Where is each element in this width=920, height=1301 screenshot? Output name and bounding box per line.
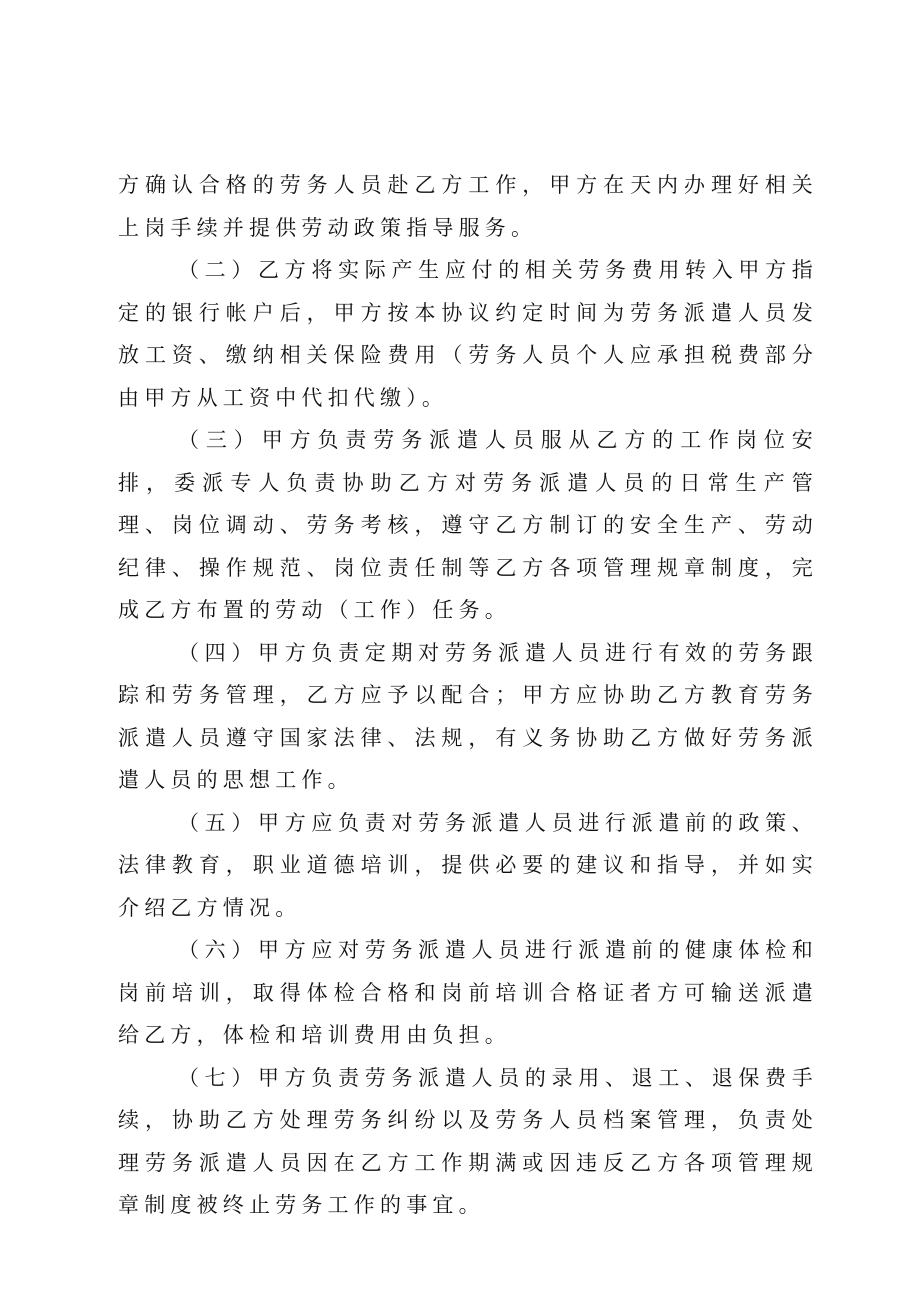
paragraph-continuation: 方确认合格的劳务人员赴乙方工作，甲方在天内办理好相关上岗手续并提供劳动政策指导服务。 — [118, 173, 818, 240]
paragraph-item-4: （四）甲方负责定期对劳务派遣人员进行有效的劳务跟踪和劳务管理，乙方应予以配合；甲方应协助乙方教育劳务派遣人员遵守国家法律、法规，有义务协助乙方做好劳务派遣人员的思想工作。 — [118, 640, 818, 792]
paragraph-item-2: （二）乙方将实际产生应付的相关劳务费用转入甲方指定的银行帐户后，甲方按本协议约定时间为劳务派遣人员发放工资、缴纳相关保险费用（劳务人员个人应承担税费部分由甲方从工资中代扣代缴）。 — [118, 258, 818, 410]
paragraph-item-3: （三）甲方负责劳务派遣人员服从乙方的工作岗位安排，委派专人负责协助乙方对劳务派遣人员的日常生产管理、岗位调动、劳务考核，遵守乙方制订的安全生产、劳动纪律、操作规范、岗位责任制等乙方各项管理规章制度，完成乙方布置的劳动（工作）任务。 — [118, 428, 818, 622]
paragraph-item-5: （五）甲方应负责对劳务派遣人员进行派遣前的政策、法律教育，职业道德培训，提供必要的建议和指导，并如实介绍乙方情况。 — [118, 810, 818, 920]
paragraph-item-6: （六）甲方应对劳务派遣人员进行派遣前的健康体检和岗前培训，取得体检合格和岗前培训合格证者方可输送派遣给乙方，体检和培训费用由负担。 — [118, 938, 818, 1047]
document-body — [118, 164, 818, 1227]
paragraph-item-7: （七）甲方负责劳务派遣人员的录用、退工、退保费手续，协助乙方处理劳务纠纷以及劳务人员档案管理，负责处理劳务派遣人员因在乙方工作期满或因违反乙方各项管理规章制度被终止劳务工作的事宜。 — [118, 1065, 818, 1217]
